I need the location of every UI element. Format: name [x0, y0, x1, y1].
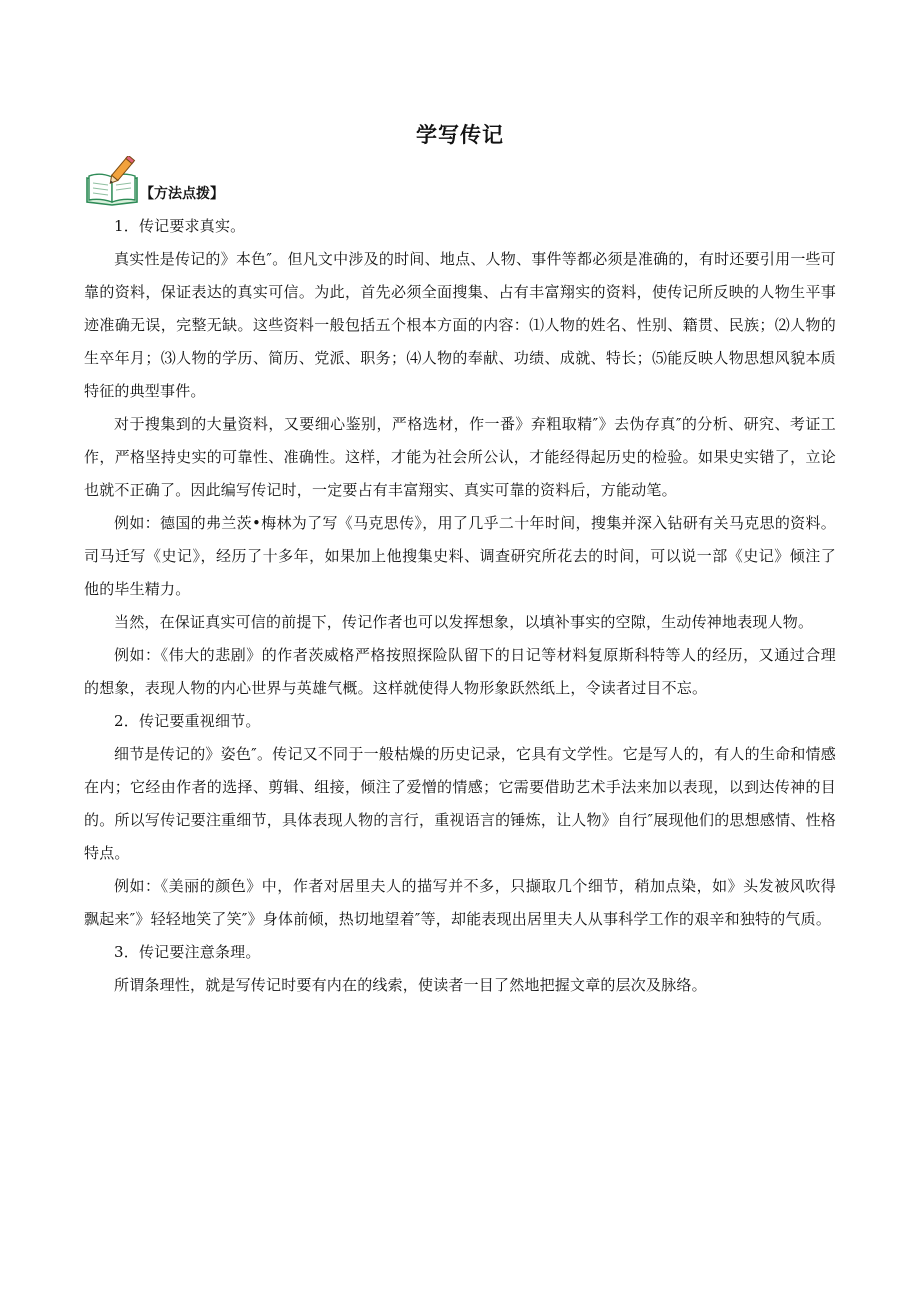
paragraph: 细节是传记的》姿色″。传记又不同于一般枯燥的历史记录，它具有文学性。它是写人的，有人的生命和情感在内；它经由作者的选择、剪辑、组接，倾注了爱憎的情感；它需要借助艺术手法来加以表现，以到达传神的目的。所以写传记要注重细节，具体表现人物的言行，重视语言的锤炼，让人物》自行″展现他们的思想感情、性格特点。	[84, 745, 836, 862]
paragraph: 对于搜集到的大量资料，又要细心鉴别，严格选材，作一番》弃粗取精″》去伪存真″的分析、研究、考证工作，严格坚持史实的可靠性、准确性。这样，才能为社会所公认，才能经得起历史的检验。如果史实错了，立论也就不正确了。因此编写传记时，一定要占有丰富翔实、真实可靠的资料后，方能动笔。	[84, 415, 836, 499]
paragraph: 例如：德国的弗兰茨•梅林为了写《马克思传》，用了几乎二十年时间，搜集并深入钻研有关马克思的资料。司马迁写《史记》，经历了十多年，如果加上他搜集史料、调查研究所花去的时间，可以说一部《史记》倾注了他的毕生精力。	[84, 514, 836, 598]
paragraph: 真实性是传记的》本色″。但凡文中涉及的时间、地点、人物、事件等都必须是准确的，有时还要引用一些可靠的资料，保证表达的真实可信。为此，首先必须全面搜集、占有丰富翔实的资料，使传记所反映的人物生平事迹准确无误，完整无缺。这些资料一般包括五个根本方面的内容：⑴人物的姓名、性别、籍贯、民族；⑵人物的生卒年月；⑶人物的学历、简历、党派、职务；⑷人物的奉献、功绩、成就、特长；⑸能反映人物思想风貌本质特征的典型事件。	[84, 250, 836, 400]
paragraph: 所谓条理性，就是写传记时要有内在的线索，使读者一目了然地把握文章的层次及脉络。	[114, 976, 707, 994]
page-title: 学写传记	[416, 123, 504, 147]
point-1-heading: 1．传记要求真实。	[114, 217, 246, 235]
point-2-heading: 2．传记要重视细节。	[114, 712, 261, 730]
paragraph: 例如：《伟大的悲剧》的作者茨威格严格按照探险队留下的日记等材料复原斯科特等人的经历，又通过合理的想象，表现人物的内心世界与英雄气概。这样就使得人物形象跃然纸上，令读者过目不忘。	[84, 646, 836, 697]
article-body	[84, 210, 836, 1002]
paragraph: 当然，在保证真实可信的前提下，传记作者也可以发挥想象，以填补事实的空隙，生动传神地表现人物。	[114, 613, 814, 631]
book-pencil-icon	[84, 156, 142, 206]
method-tips-heading	[84, 156, 384, 206]
paragraph: 例如：《美丽的颜色》中，作者对居里夫人的描写并不多，只撷取几个细节，稍加点染，如》头发被风吹得飘起来″》轻轻地笑了笑″》身体前倾，热切地望着″等，却能表现出居里夫人从事科学工作的艰辛和独特的气质。	[84, 877, 836, 928]
method-tips-label: 【方法点拨】	[140, 186, 224, 202]
point-3-heading: 3．传记要注意条理。	[114, 943, 261, 961]
